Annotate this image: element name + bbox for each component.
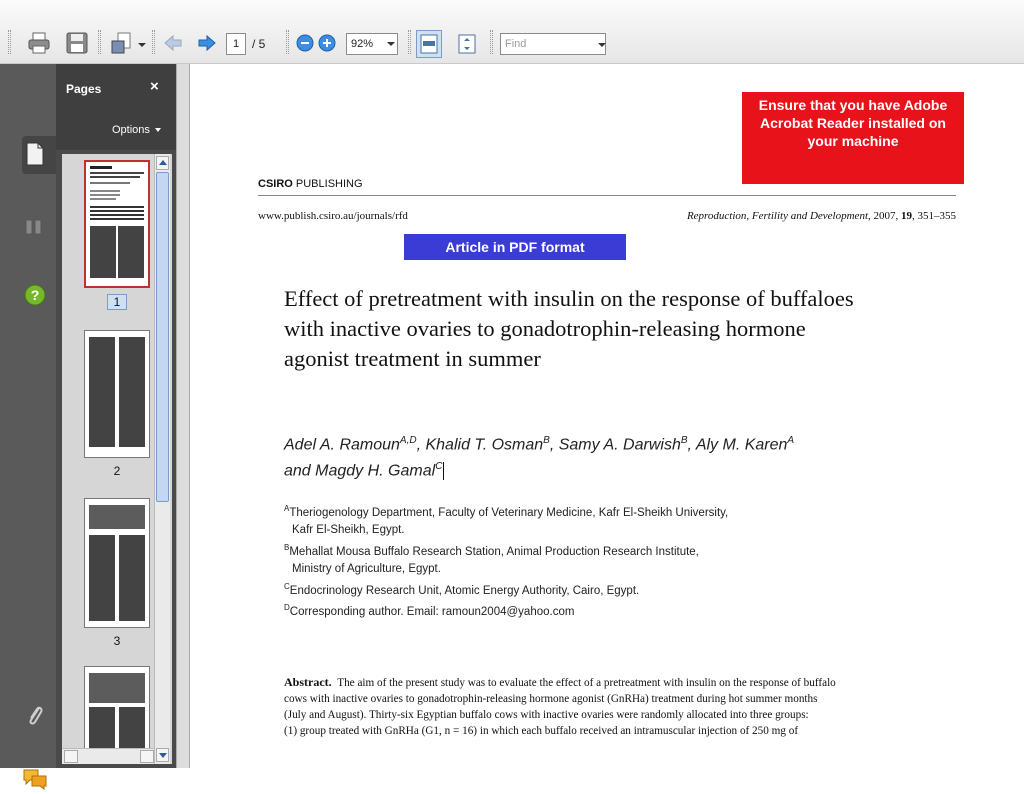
fit-width-button[interactable] — [416, 30, 442, 58]
arrow-right-icon — [197, 33, 217, 53]
journal-citation: Reproduction, Fertility and Development, 2007, 19, 351–355 — [686, 210, 956, 222]
author-list — [284, 430, 794, 483]
panel-splitter[interactable] — [176, 64, 190, 768]
options-menu-button[interactable] — [112, 124, 161, 136]
attachments-icon[interactable] — [26, 702, 44, 732]
zoom-out-icon — [296, 34, 314, 52]
publisher-name: CSIRO PUBLISHING — [258, 178, 363, 190]
arrow-left-icon — [163, 33, 183, 53]
fit-page-icon — [458, 34, 476, 54]
svg-text:?: ? — [30, 287, 40, 303]
scroll-thumb[interactable] — [156, 172, 169, 502]
document-view — [190, 64, 1024, 768]
scroll-up-button[interactable] — [156, 156, 169, 170]
affiliation-d: $^D$Corresponding author. Email: ramoun2004@yahoo.com — [284, 603, 575, 619]
article-pdf-badge[interactable]: Article in PDF format — [404, 234, 626, 260]
zoom-level-select[interactable] — [346, 33, 398, 55]
page-thumbnail-image — [85, 499, 149, 627]
next-page-button[interactable] — [194, 30, 220, 56]
pages-panel-title: Pages — [66, 82, 102, 96]
pages-panel — [56, 64, 176, 768]
text-cursor — [443, 462, 444, 480]
pages-icon[interactable] — [26, 142, 44, 170]
chevron-down-icon — [159, 753, 167, 758]
page-thumbnail-label: 1 — [107, 294, 127, 310]
abstract-label: Abstract. — [284, 675, 332, 689]
bookmarks-icon[interactable] — [24, 218, 44, 240]
chevron-down-icon[interactable] — [598, 43, 606, 47]
page-thumbnail-label: 2 — [113, 464, 121, 478]
page-thumbnail-image — [86, 162, 148, 286]
page-total-label: / 5 — [252, 37, 266, 51]
author-line-2: and Magdy H. Gamal$^C$ — [284, 461, 443, 480]
disk-icon — [66, 32, 88, 54]
page-thumbnail[interactable] — [84, 160, 150, 288]
toolbar-separator — [286, 30, 289, 54]
document-tools-icon — [110, 31, 134, 55]
find-input[interactable]: Find — [500, 33, 606, 55]
save-button[interactable] — [64, 30, 90, 56]
scroll-right-button[interactable] — [140, 750, 154, 763]
tools-button[interactable] — [108, 30, 136, 56]
previous-page-button[interactable] — [160, 30, 186, 56]
zoom-level-value: 92% — [351, 38, 374, 50]
abstract: Abstract. The aim of the present study was to evaluate the effect of a pretreatment with insulin on the response of buffalo cows with inactive ovaries to gonadotrophin-releasing hormone agonist (GnRHa) treatment during hot summer months (July and August). Thirty-six Egyptian buffalo cows with inactive ovaries were randomly allocated into three groups: (1) group treated with GnRHa (G1, n = 16) in which each buffalo received an intramuscular injection of 250 mg of — [284, 675, 836, 737]
affiliations — [284, 500, 728, 621]
affiliation-c: $^C$Endocrinology Research Unit, Atomic Energy Authority, Cairo, Egypt. — [284, 581, 640, 597]
chevron-down-icon[interactable] — [138, 43, 146, 47]
journal-url: www.publish.csiro.au/journals/rfd — [258, 210, 408, 222]
chevron-up-icon — [159, 160, 167, 165]
fit-page-button[interactable] — [454, 30, 480, 58]
zoom-out-button[interactable] — [296, 34, 314, 52]
thumbnails-scrollbar[interactable] — [154, 154, 170, 764]
affiliation-a: $^A$Theriogenology Department, Faculty of Veterinary Medicine, Kafr El-Sheikh University, — [284, 504, 729, 519]
chevron-down-icon — [155, 128, 161, 132]
acrobat-notice-banner: Ensure that you have Adobe Acrobat Reader installed on your machine — [742, 92, 964, 184]
page-number-input[interactable]: 1 — [226, 33, 246, 55]
toolbar-separator — [490, 30, 493, 54]
affiliation-b: $^B$Mehallat Mousa Buffalo Research Station, Animal Production Research Institute, — [284, 542, 699, 558]
page-thumbnail[interactable] — [84, 330, 150, 458]
pages-panel-header — [56, 64, 176, 150]
zoom-in-icon — [318, 34, 336, 52]
navigation-rail — [0, 64, 56, 768]
options-label: Options — [112, 124, 150, 136]
print-button[interactable] — [26, 30, 52, 56]
thumbnails-horizontal-scrollbar[interactable] — [62, 748, 154, 764]
help-icon[interactable] — [24, 284, 46, 310]
zoom-in-button[interactable] — [318, 34, 336, 52]
close-panel-button[interactable]: × — [150, 78, 159, 95]
page-thumbnail-label: 3 — [113, 634, 121, 648]
header-rule — [258, 195, 956, 196]
printer-icon — [27, 31, 51, 55]
toolbar-separator — [98, 30, 101, 54]
toolbar-separator — [408, 30, 411, 54]
affiliation-a-line2: Kafr El-Sheikh, Egypt. — [292, 523, 405, 536]
affiliation-b-line2: Ministry of Agriculture, Egypt. — [292, 562, 441, 575]
toolbar — [0, 0, 1024, 64]
chevron-down-icon[interactable] — [387, 42, 395, 46]
page-thumbnail[interactable] — [84, 498, 150, 628]
thumbnails-list — [62, 154, 172, 764]
page-thumbnail-image — [85, 331, 149, 457]
toolbar-separator — [152, 30, 155, 54]
fit-width-icon — [420, 34, 438, 54]
scroll-down-button[interactable] — [156, 748, 169, 762]
toolbar-grip — [8, 30, 11, 54]
scroll-left-button[interactable] — [64, 750, 78, 763]
author-line-1: Adel A. Ramoun$^{A,D}$, Khalid T. Osman$^B$, Samy A. Darwish$^B$, Aly M. Karen$^A$ — [284, 435, 795, 454]
article-title: Effect of pretreatment with insulin on the response of buffaloes with inactive ovaries to gonadotrophin-releasing hormone agonist treatment in summer — [284, 286, 854, 371]
comments-icon[interactable] — [22, 768, 48, 794]
